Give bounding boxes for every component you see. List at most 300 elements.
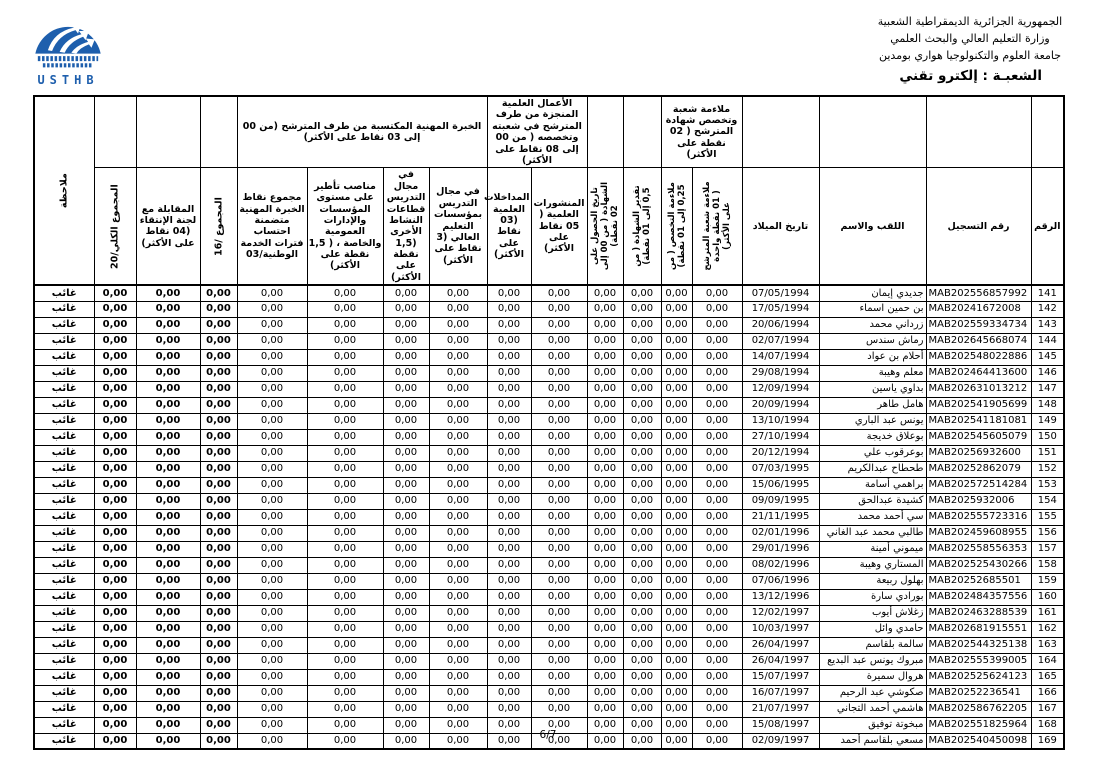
birthdate-cell: 02/09/1997 — [742, 733, 819, 749]
score-cell: 0,00 — [531, 301, 587, 317]
score-cell: 0,00 — [383, 733, 429, 749]
registration-cell: MAB202484357556 — [926, 589, 1031, 605]
birthdate-cell: 02/07/1994 — [742, 333, 819, 349]
score-cell: 0,00 — [136, 589, 200, 605]
score-cell: 0,00 — [94, 653, 136, 669]
registration-cell: MAB202556857992 — [926, 285, 1031, 301]
row-number-cell: 145 — [1031, 349, 1064, 365]
score-cell: 0,00 — [94, 541, 136, 557]
score-cell: 0,00 — [692, 317, 742, 333]
results-table-body — [34, 285, 1064, 749]
row-number-cell: 151 — [1031, 445, 1064, 461]
score-cell: 0,00 — [237, 413, 307, 429]
score-cell: 0,00 — [237, 317, 307, 333]
score-cell: 0,00 — [692, 701, 742, 717]
note-cell: غائب — [34, 365, 94, 381]
score-cell: 0,00 — [429, 317, 487, 333]
score-cell: 0,00 — [692, 733, 742, 749]
score-cell: 0,00 — [383, 637, 429, 653]
score-cell: 0,00 — [531, 493, 587, 509]
note-cell: غائب — [34, 717, 94, 733]
score-cell: 0,00 — [692, 445, 742, 461]
score-cell: 0,00 — [587, 605, 623, 621]
registration-cell: MAB202464413600 — [926, 365, 1031, 381]
candidate-name-cell: مبخوتة توفيق — [819, 717, 926, 733]
score-cell: 0,00 — [429, 493, 487, 509]
row-number-cell: 163 — [1031, 637, 1064, 653]
score-cell: 0,00 — [237, 637, 307, 653]
score-cell: 0,00 — [587, 429, 623, 445]
registration-cell: MAB202545605079 — [926, 429, 1031, 445]
score-cell: 0,00 — [237, 685, 307, 701]
candidate-name-cell: سي أحمد محمد — [819, 509, 926, 525]
row-number-cell: 144 — [1031, 333, 1064, 349]
score-cell: 0,00 — [383, 381, 429, 397]
score-cell: 0,00 — [623, 381, 661, 397]
column-header-management-positions: مناصب تأطير على مستوى المؤسسات والإدارات العمومية والخاصة ، ( 1,5 نقطة على الأكثر) — [307, 168, 383, 285]
score-cell: 0,00 — [429, 461, 487, 477]
score-cell: 0,00 — [237, 381, 307, 397]
score-cell: 0,00 — [429, 445, 487, 461]
score-cell: 0,00 — [531, 733, 587, 749]
score-cell: 0,00 — [200, 605, 237, 621]
score-cell: 0,00 — [383, 317, 429, 333]
table-row — [34, 653, 1064, 669]
score-cell: 0,00 — [661, 365, 692, 381]
row-number-cell: 142 — [1031, 301, 1064, 317]
score-cell: 0,00 — [307, 541, 383, 557]
score-cell: 0,00 — [136, 349, 200, 365]
candidate-name-cell: براهمي أسامة — [819, 477, 926, 493]
score-cell: 0,00 — [487, 349, 531, 365]
score-cell: 0,00 — [200, 653, 237, 669]
score-cell: 0,00 — [623, 397, 661, 413]
score-cell: 0,00 — [307, 573, 383, 589]
score-cell: 0,00 — [383, 541, 429, 557]
score-cell: 0,00 — [661, 669, 692, 685]
row-number-cell: 152 — [1031, 461, 1064, 477]
table-row — [34, 701, 1064, 717]
score-cell: 0,00 — [237, 557, 307, 573]
score-cell: 0,00 — [487, 381, 531, 397]
score-cell: 0,00 — [136, 669, 200, 685]
score-cell: 0,00 — [661, 509, 692, 525]
score-cell: 0,00 — [661, 461, 692, 477]
score-cell: 0,00 — [94, 285, 136, 301]
usthb-logo-acronym: USTHB — [37, 73, 99, 87]
note-cell: غائب — [34, 701, 94, 717]
score-cell: 0,00 — [692, 397, 742, 413]
score-cell: 0,00 — [487, 653, 531, 669]
registration-cell: MAB20252862079 — [926, 461, 1031, 477]
score-cell: 0,00 — [237, 701, 307, 717]
score-cell: 0,00 — [383, 493, 429, 509]
score-cell: 0,00 — [429, 605, 487, 621]
score-cell: 0,00 — [94, 717, 136, 733]
score-cell: 0,00 — [531, 525, 587, 541]
score-cell: 0,00 — [94, 333, 136, 349]
table-row — [34, 413, 1064, 429]
birthdate-cell: 09/09/1995 — [742, 493, 819, 509]
score-cell: 0,00 — [136, 525, 200, 541]
score-cell: 0,00 — [237, 461, 307, 477]
letterhead — [846, 13, 1094, 64]
score-cell: 0,00 — [692, 557, 742, 573]
score-cell: 0,00 — [487, 429, 531, 445]
birthdate-cell: 27/10/1994 — [742, 429, 819, 445]
score-cell: 0,00 — [200, 381, 237, 397]
letterhead-university: جامعة العلوم والتكنولوجيا هواري بومدين — [878, 49, 1061, 63]
note-cell: غائب — [34, 285, 94, 301]
score-cell: 0,00 — [237, 397, 307, 413]
score-cell: 0,00 — [531, 381, 587, 397]
registration-cell: MAB202558556353 — [926, 541, 1031, 557]
score-cell: 0,00 — [307, 605, 383, 621]
score-cell: 0,00 — [429, 477, 487, 493]
note-cell: غائب — [34, 685, 94, 701]
score-cell: 0,00 — [661, 685, 692, 701]
candidate-name-cell: حامدي وائل — [819, 621, 926, 637]
score-cell: 0,00 — [94, 413, 136, 429]
column-header-name: اللقب والاسم — [819, 168, 926, 285]
score-cell: 0,00 — [307, 525, 383, 541]
score-cell: 0,00 — [237, 573, 307, 589]
score-cell: 0,00 — [692, 573, 742, 589]
score-cell: 0,00 — [429, 413, 487, 429]
score-cell: 0,00 — [623, 717, 661, 733]
registration-cell: MAB20252685501 — [926, 573, 1031, 589]
score-cell: 0,00 — [623, 669, 661, 685]
score-cell: 0,00 — [94, 349, 136, 365]
empty-header-cell — [136, 96, 200, 168]
candidate-name-cell: يونس عبد الباري — [819, 413, 926, 429]
empty-header-cell — [623, 96, 661, 168]
score-cell: 0,00 — [429, 637, 487, 653]
birthdate-cell: 20/12/1994 — [742, 445, 819, 461]
score-cell: 0,00 — [623, 605, 661, 621]
score-cell: 0,00 — [136, 413, 200, 429]
results-table — [33, 95, 1065, 750]
score-cell: 0,00 — [692, 541, 742, 557]
score-cell: 0,00 — [237, 605, 307, 621]
score-cell: 0,00 — [487, 445, 531, 461]
table-row — [34, 669, 1064, 685]
score-cell: 0,00 — [623, 653, 661, 669]
row-number-cell: 166 — [1031, 685, 1064, 701]
score-cell: 0,00 — [531, 541, 587, 557]
registration-cell: MAB202463288539 — [926, 605, 1031, 621]
score-cell: 0,00 — [587, 525, 623, 541]
score-cell: 0,00 — [200, 589, 237, 605]
candidate-name-cell: هاشمي أحمد التجاني — [819, 701, 926, 717]
score-cell: 0,00 — [237, 365, 307, 381]
score-cell: 0,00 — [623, 637, 661, 653]
score-cell: 0,00 — [307, 733, 383, 749]
row-number-cell: 155 — [1031, 509, 1064, 525]
score-cell: 0,00 — [307, 557, 383, 573]
score-cell: 0,00 — [136, 285, 200, 301]
score-cell: 0,00 — [237, 621, 307, 637]
note-cell: غائب — [34, 525, 94, 541]
score-cell: 0,00 — [661, 349, 692, 365]
registration-cell: MAB202541905699 — [926, 397, 1031, 413]
score-cell: 0,00 — [429, 669, 487, 685]
note-cell: غائب — [34, 333, 94, 349]
score-cell: 0,00 — [307, 301, 383, 317]
score-cell: 0,00 — [661, 301, 692, 317]
score-cell: 0,00 — [383, 589, 429, 605]
empty-header-cell — [200, 96, 237, 168]
score-cell: 0,00 — [136, 365, 200, 381]
birthdate-cell: 21/07/1997 — [742, 701, 819, 717]
registration-cell: MAB202555723316 — [926, 509, 1031, 525]
score-cell: 0,00 — [623, 589, 661, 605]
score-cell: 0,00 — [94, 733, 136, 749]
candidate-name-cell: بوعلاق خديجة — [819, 429, 926, 445]
registration-cell: MAB202572514284 — [926, 477, 1031, 493]
empty-header-cell — [94, 96, 136, 168]
score-cell: 0,00 — [429, 557, 487, 573]
candidate-name-cell: مبروك يونس عبد البديع — [819, 653, 926, 669]
column-header-experience-total: مجموع نقاط الخبرة المهنية متضمنة احتساب فترات الخدمة الوطنية/03 — [237, 168, 307, 285]
score-cell: 0,00 — [692, 717, 742, 733]
table-row — [34, 301, 1064, 317]
score-cell: 0,00 — [661, 557, 692, 573]
table-row — [34, 429, 1064, 445]
score-cell: 0,00 — [136, 333, 200, 349]
score-cell: 0,00 — [587, 365, 623, 381]
row-number-cell: 158 — [1031, 557, 1064, 573]
registration-cell: MAB2025932006 — [926, 493, 1031, 509]
score-cell: 0,00 — [661, 541, 692, 557]
score-cell: 0,00 — [237, 653, 307, 669]
column-header-degree-date: تاريخ الحصول على الشهادة ( من 00 إلى 02 نقطة) — [587, 168, 623, 285]
score-cell: 0,00 — [587, 381, 623, 397]
column-header-total-20: المجموع الكلي/20 — [94, 168, 136, 285]
score-cell: 0,00 — [94, 589, 136, 605]
score-cell: 0,00 — [531, 589, 587, 605]
table-row — [34, 685, 1064, 701]
score-cell: 0,00 — [487, 301, 531, 317]
registration-cell: MAB202540450098 — [926, 733, 1031, 749]
score-cell: 0,00 — [94, 477, 136, 493]
score-cell: 0,00 — [237, 541, 307, 557]
row-number-cell: 167 — [1031, 701, 1064, 717]
note-cell: غائب — [34, 733, 94, 749]
score-cell: 0,00 — [94, 429, 136, 445]
score-cell: 0,00 — [692, 365, 742, 381]
table-row — [34, 381, 1064, 397]
score-cell: 0,00 — [661, 589, 692, 605]
score-cell: 0,00 — [623, 429, 661, 445]
score-cell: 0,00 — [487, 669, 531, 685]
score-cell: 0,00 — [307, 477, 383, 493]
score-cell: 0,00 — [623, 285, 661, 301]
registration-cell: MAB20252236541 — [926, 685, 1031, 701]
score-cell: 0,00 — [587, 685, 623, 701]
score-cell: 0,00 — [692, 461, 742, 477]
score-cell: 0,00 — [307, 653, 383, 669]
note-cell: غائب — [34, 381, 94, 397]
score-cell: 0,00 — [531, 573, 587, 589]
score-cell: 0,00 — [136, 397, 200, 413]
empty-header-cell — [819, 96, 926, 168]
score-cell: 0,00 — [307, 493, 383, 509]
row-number-cell: 150 — [1031, 429, 1064, 445]
birthdate-cell: 29/08/1994 — [742, 365, 819, 381]
score-cell: 0,00 — [429, 701, 487, 717]
score-cell: 0,00 — [200, 685, 237, 701]
note-cell: غائب — [34, 509, 94, 525]
score-cell: 0,00 — [661, 397, 692, 413]
candidate-name-cell: هامل طاهر — [819, 397, 926, 413]
score-cell: 0,00 — [623, 509, 661, 525]
score-cell: 0,00 — [94, 317, 136, 333]
score-cell: 0,00 — [623, 477, 661, 493]
score-cell: 0,00 — [383, 525, 429, 541]
score-cell: 0,00 — [587, 461, 623, 477]
page-number: 6/7 — [539, 729, 557, 741]
score-cell: 0,00 — [531, 509, 587, 525]
birthdate-cell: 02/01/1996 — [742, 525, 819, 541]
birthdate-cell: 26/04/1997 — [742, 653, 819, 669]
score-cell: 0,00 — [623, 461, 661, 477]
score-cell: 0,00 — [623, 541, 661, 557]
score-cell: 0,00 — [200, 429, 237, 445]
score-cell: 0,00 — [429, 685, 487, 701]
score-cell: 0,00 — [94, 637, 136, 653]
birthdate-cell: 15/08/1997 — [742, 717, 819, 733]
row-number-cell: 164 — [1031, 653, 1064, 669]
score-cell: 0,00 — [136, 717, 200, 733]
score-cell: 0,00 — [587, 301, 623, 317]
score-cell: 0,00 — [487, 365, 531, 381]
score-cell: 0,00 — [661, 525, 692, 541]
score-cell: 0,00 — [587, 621, 623, 637]
candidate-name-cell: بن حمين اسماء — [819, 301, 926, 317]
score-cell: 0,00 — [237, 333, 307, 349]
row-number-cell: 154 — [1031, 493, 1064, 509]
score-cell: 0,00 — [383, 349, 429, 365]
score-cell: 0,00 — [94, 365, 136, 381]
score-cell: 0,00 — [587, 493, 623, 509]
score-cell: 0,00 — [429, 653, 487, 669]
score-cell: 0,00 — [487, 573, 531, 589]
registration-cell: MAB202559334734 — [926, 317, 1031, 333]
birthdate-cell: 12/09/1994 — [742, 381, 819, 397]
empty-header-cell — [742, 96, 819, 168]
registration-cell: MAB202681915551 — [926, 621, 1031, 637]
score-cell: 0,00 — [383, 301, 429, 317]
score-cell: 0,00 — [237, 301, 307, 317]
table-row — [34, 637, 1064, 653]
empty-header-cell — [587, 96, 623, 168]
note-cell: غائب — [34, 445, 94, 461]
score-cell: 0,00 — [692, 301, 742, 317]
score-cell: 0,00 — [136, 429, 200, 445]
score-cell: 0,00 — [383, 445, 429, 461]
score-cell: 0,00 — [383, 717, 429, 733]
column-header-communications: المداخلات العلمية (03 نقاط على الأكثر) — [487, 168, 531, 285]
score-cell: 0,00 — [487, 541, 531, 557]
birthdate-cell: 20/06/1994 — [742, 317, 819, 333]
score-cell: 0,00 — [531, 557, 587, 573]
score-cell: 0,00 — [623, 445, 661, 461]
score-cell: 0,00 — [487, 717, 531, 733]
score-cell: 0,00 — [136, 509, 200, 525]
score-cell: 0,00 — [94, 493, 136, 509]
registration-cell: MAB202544325138 — [926, 637, 1031, 653]
score-cell: 0,00 — [429, 397, 487, 413]
score-cell: 0,00 — [237, 285, 307, 301]
note-cell: غائب — [34, 477, 94, 493]
registration-cell: MAB202645668074 — [926, 333, 1031, 349]
score-cell: 0,00 — [383, 285, 429, 301]
candidate-name-cell: جديدي إيمان — [819, 285, 926, 301]
score-cell: 0,00 — [692, 637, 742, 653]
score-cell: 0,00 — [237, 445, 307, 461]
score-cell: 0,00 — [623, 525, 661, 541]
score-cell: 0,00 — [237, 525, 307, 541]
score-cell: 0,00 — [429, 733, 487, 749]
score-cell: 0,00 — [623, 301, 661, 317]
note-cell: غائب — [34, 413, 94, 429]
candidate-name-cell: المستاري وهيبة — [819, 557, 926, 573]
score-cell: 0,00 — [136, 461, 200, 477]
letterhead-republic: الجمهورية الجزائرية الديمقراطية الشعبية — [877, 15, 1063, 28]
group-header-degree-match: ملاءمة شعبة وتخصص شهادة المترشح ( 02 نقطة على الأكثر) — [661, 96, 742, 168]
table-row — [34, 349, 1064, 365]
table-row — [34, 285, 1064, 301]
empty-header-cell — [926, 96, 1031, 168]
score-cell: 0,00 — [531, 461, 587, 477]
score-cell: 0,00 — [587, 349, 623, 365]
table-row — [34, 461, 1064, 477]
branch-title: الشعبـة : إلكترو تقني — [899, 68, 1042, 84]
score-cell: 0,00 — [94, 445, 136, 461]
table-row — [34, 621, 1064, 637]
candidate-name-cell: بورادي سارة — [819, 589, 926, 605]
score-cell: 0,00 — [587, 733, 623, 749]
score-cell: 0,00 — [487, 621, 531, 637]
score-cell: 0,00 — [200, 733, 237, 749]
score-cell: 0,00 — [383, 365, 429, 381]
column-header-publications: المنشورات العلمية ( 05 نقاط على الأكثر) — [531, 168, 587, 285]
score-cell: 0,00 — [136, 701, 200, 717]
score-cell: 0,00 — [200, 621, 237, 637]
score-cell: 0,00 — [692, 349, 742, 365]
group-header-professional-experience: الخبرة المهنية المكتسبة من طرف المترشح (من 00 إلى 03 نقاط على الأكثر) — [237, 96, 487, 168]
score-cell: 0,00 — [136, 493, 200, 509]
score-cell: 0,00 — [692, 381, 742, 397]
column-header-teaching-other: في مجال التدريس قطاعات النشاط الأخرى (1,5 نقطة على الأكثر) — [383, 168, 429, 285]
score-cell: 0,00 — [307, 669, 383, 685]
candidate-name-cell: رماش سندس — [819, 333, 926, 349]
candidate-name-cell: مسعي بلقاسم أحمد — [819, 733, 926, 749]
candidate-name-cell: زغلاش أيوب — [819, 605, 926, 621]
score-cell: 0,00 — [487, 461, 531, 477]
score-cell: 0,00 — [531, 397, 587, 413]
note-cell: غائب — [34, 637, 94, 653]
score-cell: 0,00 — [487, 333, 531, 349]
birthdate-cell: 07/05/1994 — [742, 285, 819, 301]
row-number-cell: 161 — [1031, 605, 1064, 621]
score-cell: 0,00 — [200, 285, 237, 301]
birthdate-cell: 12/02/1997 — [742, 605, 819, 621]
score-cell: 0,00 — [587, 589, 623, 605]
registration-cell: MAB202586762205 — [926, 701, 1031, 717]
table-row — [34, 365, 1064, 381]
